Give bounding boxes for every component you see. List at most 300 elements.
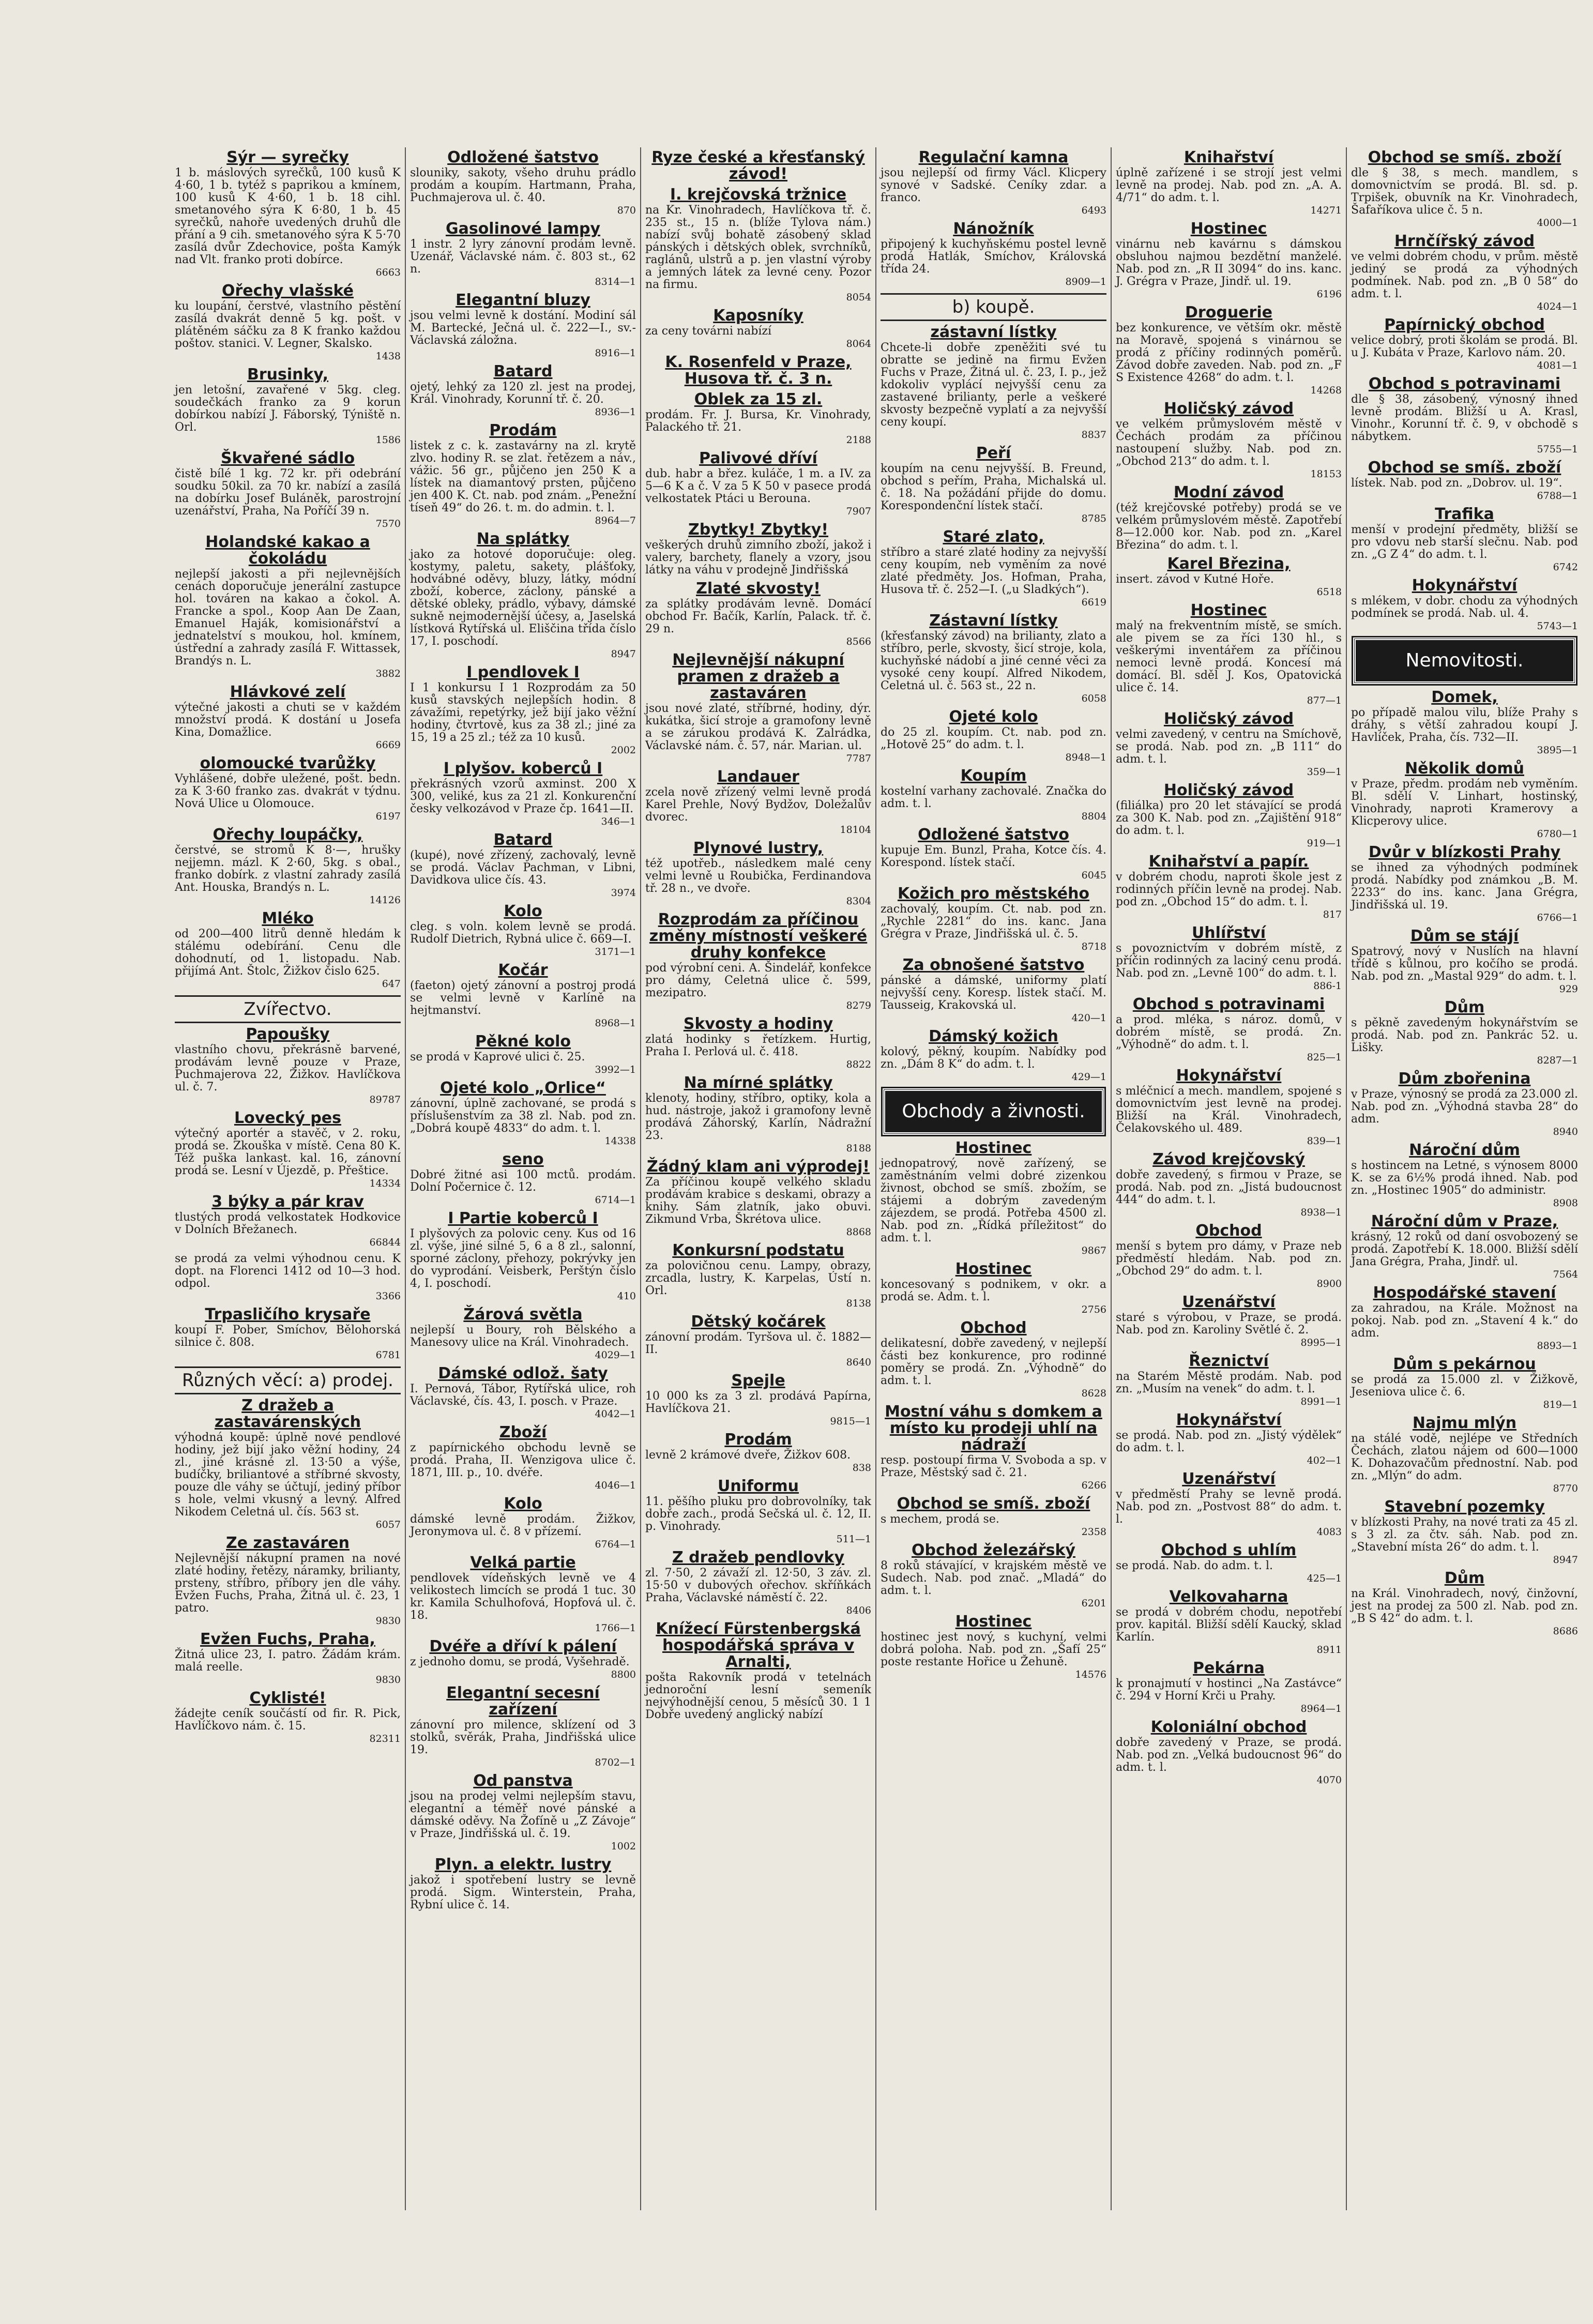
classified-ad — [410, 1151, 636, 1206]
classified-ad — [645, 1432, 871, 1474]
ad-headline: Dům s pekárnou — [1393, 1355, 1536, 1373]
ad-headline: Koupím — [960, 767, 1027, 785]
classified-ad — [410, 422, 636, 527]
ad-text: v předměstí Prahy se levně prodá. Nab. pod zn. „Postvost 88“ do adm. t. l. — [1116, 1488, 1342, 1526]
classified-columns — [171, 147, 1593, 2210]
ad-headline: Pěkné kolo — [475, 1032, 571, 1051]
ad-headline: Prodám — [724, 1431, 792, 1449]
classified-ad — [881, 957, 1106, 1024]
classified-ad — [881, 221, 1106, 288]
ad-text: nejlepší u Boury, roh Bělského a Manesovy ulice na Král. Vinohradech. — [410, 1324, 636, 1349]
ad-headline: Na splátky — [476, 530, 570, 548]
ad-text: se ihned za výhodných podmínek prodá. Nabídky pod známkou „B. M. 2233“ do ins. kanc. Jana Grégra, Jindřišská ul. 19. — [1351, 861, 1578, 912]
ad-number: 6742 — [1553, 561, 1578, 573]
classified-ad — [1351, 1415, 1578, 1495]
classified-ad — [175, 1535, 401, 1627]
ad-number: 8770 — [1553, 1483, 1578, 1494]
ad-headline: Hostinec — [1190, 601, 1267, 619]
ad-number: 8964—1 — [1300, 1703, 1342, 1714]
classified-ad — [175, 910, 401, 990]
ad-headline: Zástavní lístky — [929, 612, 1058, 630]
ad-number: 8628 — [1081, 1388, 1106, 1399]
classified-ad — [175, 149, 401, 279]
ad-headline: Karel Březina, — [1167, 555, 1291, 573]
classified-ad — [1116, 996, 1342, 1064]
ad-number: 3882 — [375, 668, 401, 679]
ad-headline: Obchod železářský — [912, 1541, 1075, 1559]
classified-ad — [1351, 1356, 1578, 1411]
ad-text: velice dobrý, proti školám se prodá. Bl. u J. Kubáta v Praze, Karlovo nám. 20. — [1351, 334, 1578, 359]
ad-text: se prodá. Nab. pod zn. „Jistý výdělek“ do adm. t. l. — [1116, 1429, 1342, 1454]
ad-headline: Dům zbořenina — [1398, 1070, 1531, 1088]
ad-number: 8908 — [1553, 1197, 1578, 1209]
ad-text: v Praze, výnosný se prodá za 23.000 zl. Nab. pod zn. „Výhodná stavba 28“ do adm. — [1351, 1088, 1578, 1126]
ad-text: prodám. Fr. J. Bursa, Kr. Vinohrady, Palackého tř. 21. — [645, 408, 871, 434]
ad-headline: Dům se stájí — [1410, 927, 1519, 945]
ad-text: dub. habr a břez. kuláče, 1 m. a IV. za 5—6 K a č. V za 5 K 50 v pasece prodá velkostatek Ptáci u Berouna. — [645, 467, 871, 505]
ad-number: 8064 — [846, 338, 871, 350]
ad-headline: Spejle — [731, 1372, 785, 1390]
ad-number: 4070 — [1316, 1774, 1342, 1786]
column-2 — [406, 147, 641, 2210]
ad-headline: Kolo — [504, 902, 542, 920]
classified-ad — [175, 1398, 401, 1531]
ad-text: pošta Rakovník prodá v tetelnách jednoroční lesní semeník nejvýhodnější cenou, 5 měsíců 30. 1 1 Dobře uvedený anglický nabízí — [645, 1671, 871, 1721]
ad-headline: Mostní váhu s domkem a místo ku prodeji uhlí na nádraží — [885, 1403, 1102, 1454]
ad-text: koupí F. Pober, Smíchov, Bělohorská silnice č. 808. — [175, 1324, 401, 1349]
classified-ad — [1116, 711, 1342, 778]
ad-text: jsou na prodej velmi nejlepším stavu, elegantní a téměř nové pánské a dámské oděvy. Na Žofíně u „Z Závoje“ v Praze, Jindřišská ul. č. 19. — [410, 1790, 636, 1840]
classified-ad — [645, 522, 871, 576]
ad-text: dle § 38, s mech. mandlem, s domovnictvím se prodá. Bl. sd. p. Trpišek, obuvník na Kr. Vinohradech, Šafaříkova ulice č. 5 n. — [1351, 166, 1578, 217]
ad-text: se prodá. Nab. do adm. t. l. — [1116, 1559, 1273, 1572]
ad-text: vlastního chovu, překrásně barvené, prodávám levně pouze v Praze, Puchmajerova 22, Žižkov. Havlíčkova ul. č. 7. — [175, 1043, 401, 1093]
ad-number: 7787 — [846, 753, 871, 764]
ad-number: 14126 — [369, 894, 401, 906]
classified-ad — [1116, 602, 1342, 707]
classified-ad — [1351, 999, 1578, 1067]
ad-text: v dobrém chodu, naproti škole jest z rodinných příčin levně na prodej. Nab. pod zn. „Obchod 15“ do adm. t. l. — [1116, 871, 1342, 908]
ad-text: dobře zavedený v Praze, se prodá. Nab. pod zn. „Velká budoucnost 96“ do adm. t. l. — [1116, 1736, 1342, 1774]
classified-ad — [881, 1614, 1106, 1681]
classified-ad — [1116, 925, 1342, 992]
ad-text: klenoty, hodiny, stříbro, optiky, kola a hud. nástroje, jakož i gramofony levně prodává Záhorský, Karlín, Nádražní 23. — [645, 1092, 871, 1142]
ad-text: žádejte ceník součástí od fir. R. Pick, Havlíčkovo nám. č. 15. — [175, 1707, 401, 1733]
ad-number: 66844 — [369, 1237, 401, 1248]
classified-ad — [410, 363, 636, 418]
ad-number: 8279 — [846, 1000, 871, 1011]
ad-headline: Regulační kamna — [918, 148, 1069, 166]
ad-number: 6196 — [1316, 288, 1342, 300]
ad-number: 8991—1 — [1300, 1396, 1342, 1407]
ad-number: 82311 — [369, 1733, 401, 1744]
ad-headline: seno — [502, 1150, 544, 1168]
ad-text: úplně zařízené i se strojí jest velmi levně na prodej. Nab. pod zn. „A. A. 4/71“ do adm. t. l. — [1116, 166, 1342, 204]
ad-text: na stálé vodě, nejlépe ve Středních Čechách, zlatou nájem od 600—1000 K. Dohazovačům přednostní. Nab. pod zn. „Mlýn“ do adm. — [1351, 1432, 1578, 1482]
section-heading: b) koupě. — [881, 293, 1106, 321]
classified-ad — [1116, 1151, 1342, 1219]
ad-number: 6764—1 — [595, 1539, 636, 1550]
ad-text: delikatesní, dobře zavedený, v nejlepší části bez konkurence, pro rodinné poměry se prodá. Zn. „Výhodně“ do adm. t. l. — [881, 1337, 1106, 1387]
ad-text: (též krejčovské potřeby) prodá se ve velkém průmyslovém městě. Zapotřebí 8—12.000 kor. Nab. pod zn. „Karel Březina“ do adm. t. l. — [1116, 502, 1342, 552]
ad-headline: Hospodářské stavení — [1373, 1284, 1556, 1302]
classified-ad — [645, 1478, 871, 1545]
ad-headline: Z dražeb pendlovky — [672, 1548, 845, 1567]
ad-headline: Obchod s potravinami — [1368, 375, 1561, 393]
ad-headline: Hokynářství — [1176, 1411, 1282, 1429]
ad-text: koupím na cenu nejvyšší. B. Freund, obchod s peřím, Praha, Michalská ul. č. 18. Na požádání přijde do domu. Korespondenční lístek stačí. — [881, 462, 1106, 512]
ad-text: jako za hotové doporučuje: oleg. kostymy, paletu, sakety, plášťoky, hodvábné oděvy, bluzy, látky, módní zboží, koberce, záclony, pánské a dětské obleky, prádlo, výbavy, dámské sukně nejmodernější účesy, a, Jaselská lístková Rytířská ul. Eliščina třída číslo 17, I. poschodí. — [410, 548, 636, 648]
ad-text: se prodá za velmi výhodnou cenu. K dopt. na Florenci 1412 od 10—3 hod. odpol. — [175, 1252, 401, 1290]
ad-headline: Holičský závod — [1163, 781, 1294, 799]
ad-number: 8785 — [1081, 513, 1106, 524]
ad-text: (křesťanský závod) na brilianty, zlato a stříbro, perle, skvosty, šicí stroje, kola, kuchyňské nádobí a jiné cenné věci za vysoké ceny koupí. Alfred Nikodem, Celetná ul. č. 563 st., 22 n. — [881, 630, 1106, 692]
ad-headline: Prodám — [489, 421, 557, 439]
ad-number: 8947 — [611, 648, 636, 660]
classified-ad — [881, 768, 1106, 823]
classified-ad — [1351, 844, 1578, 924]
classified-ad — [1351, 233, 1578, 313]
ad-number: 14338 — [604, 1135, 636, 1147]
ad-text: za splátky prodávám levně. Domácí obchod Fr. Bačík, Karlín, Palack. tř. č. 29 n. — [645, 598, 871, 635]
ad-text: veškerých druhů zimního zboží, jakož i valery, barchety, flanely a vzory, jsou látky na váhu v prodejně Jindřišská — [645, 539, 871, 576]
column-1 — [171, 147, 406, 2210]
ad-headline: Cyklisté! — [249, 1689, 326, 1707]
ad-headline: Hostinec — [955, 1260, 1032, 1278]
ad-number: 8968—1 — [595, 1017, 636, 1029]
ad-number: 929 — [1559, 983, 1578, 995]
ad-number: 870 — [617, 205, 636, 216]
classified-ad — [1116, 1294, 1342, 1349]
section-heading: Zvířectvo. — [175, 995, 401, 1023]
ad-headline: Holandské kakao a čokoládu — [205, 533, 370, 568]
ad-text: k pronajmutí v hostinci „Na Zastávce“ č. 294 v Horní Krči u Prahy. — [1116, 1677, 1342, 1703]
ad-headline: Modní závod — [1173, 483, 1284, 502]
classified-ad — [1116, 149, 1342, 217]
classified-ad — [175, 684, 401, 751]
classified-ad — [175, 1690, 401, 1745]
ad-text: krásný, 12 roků od daní osvobozený se prodá. Zapotřebí K. 18.000. Bližší sdělí Jana Grégra, Praha, Jindř. ul. — [1351, 1231, 1578, 1268]
classified-ad — [645, 450, 871, 518]
classified-ad — [1116, 556, 1342, 598]
classified-ad — [1351, 689, 1578, 756]
ad-text: pod výrobní ceni. A. Šindelář, konfekce pro dámy, Celetná ulice č. 599, mezipatro. — [645, 962, 871, 999]
ad-headline: I Partie koberců I — [448, 1209, 598, 1227]
classified-ad — [645, 149, 871, 183]
ad-number: 8868 — [846, 1226, 871, 1238]
ad-headline: Uniformu — [717, 1477, 799, 1495]
classified-ad — [175, 1110, 401, 1190]
ad-number: 7564 — [1553, 1269, 1578, 1280]
ad-text: ojetý, lehký za 120 zl. jest na prodej, Král. Vinohrady, Korunní tř. č. 20. — [410, 381, 636, 406]
ad-number: 4042—1 — [595, 1408, 636, 1420]
ad-number: 5743—1 — [1537, 620, 1578, 632]
ad-text: 10 000 ks za 3 zl. prodává Papírna, Havlíčkova 21. — [645, 1390, 871, 1415]
ad-headline: Hlávkové zelí — [230, 683, 346, 701]
ad-text: listek z c. k. zastavárny na zl. krytě zlvo. hodiny R. se zlat. řetězem a náv., vážic. 56 gr., půjčeno jen 250 K a lístek na diamantový prsten, půjčeno jen 400 K. Ct. nab. pod znám. „Penežní tíseň 49“ do 26. t. m. do admin. t. l. — [410, 439, 636, 514]
ad-headline: Kožich pro městského — [897, 885, 1090, 903]
column-4 — [876, 147, 1112, 2210]
ad-text: Nejlevnější nákupní pramen na nové zlaté hodiny, řetězy, náramky, brilianty, prsteny, stříbro, příbory jen dle váhy. Evžen Fuchs, Praha, Žitná ul. č. 23, 1 patro. — [175, 1552, 401, 1615]
classified-ad — [881, 1404, 1106, 1492]
ad-number: 825—1 — [1307, 1052, 1342, 1063]
classified-ad — [881, 1496, 1106, 1538]
ad-headline: Velkovaharna — [1169, 1588, 1288, 1606]
ad-headline: Hokynářství — [1176, 1067, 1282, 1085]
classified-ad — [1116, 1223, 1342, 1290]
ad-headline: Trpasličího krysaře — [205, 1305, 371, 1324]
ad-headline: Ojeté kolo — [949, 708, 1038, 726]
ad-headline: Koloniální obchod — [1150, 1718, 1307, 1736]
ad-number: 429—1 — [1071, 1071, 1106, 1083]
classified-ad — [1116, 221, 1342, 300]
classified-ad — [645, 1373, 871, 1427]
ad-text: jakož i spotřebení lustry se levně prodá. Sigm. Winterstein, Praha, Rybní ulice č. 14. — [410, 1874, 636, 1911]
ad-number: 2756 — [1081, 1304, 1106, 1315]
ad-text: Za příčinou koupě velkého skladu prodávám krabice s deskami, obrazy a knihy. Sám zlatník, jako obuvi. Zikmund Vrba, Škrétova ulice. — [645, 1176, 871, 1226]
classified-ad — [645, 581, 871, 648]
ad-headline: Žádný klam ani výprodej! — [646, 1158, 870, 1176]
ad-headline: 3 býky a pár krav — [211, 1193, 364, 1211]
ad-text: s hostincem na Letné, s výnosem 8000 K. se za 6½% prodá ihned. Nab. pod zn. „Hostinec 1905“ do administr. — [1351, 1159, 1578, 1197]
ad-headline: Od panstva — [473, 1772, 573, 1790]
classified-ad — [175, 827, 401, 906]
ad-number: 919—1 — [1307, 838, 1342, 849]
ad-text: zachovalý, koupím. Ct. nab. pod zn. „Rychle 2281“ do ins. kanc. Jana Grégra v Praze, Jindřišská ul. č. 5. — [881, 903, 1106, 940]
ad-number: 6197 — [375, 811, 401, 822]
classified-ad — [1116, 305, 1342, 397]
ad-number: 9815—1 — [830, 1416, 871, 1427]
ad-text: velmi zavedený, v centru na Smíchově, se prodá. Nab. pod zn. „B 111“ do adm. t. l. — [1116, 728, 1342, 766]
ad-headline: zástavní lístky — [930, 323, 1057, 341]
ad-text: za zahradou, na Krále. Možnost na pokoj. Nab. pod zn. „Stavení 4 k.“ do adm. — [1351, 1302, 1578, 1340]
ad-headline: Papoušky — [246, 1025, 330, 1043]
classified-ad — [1351, 506, 1578, 573]
classified-ad — [881, 445, 1106, 525]
classified-ad — [1116, 1719, 1342, 1786]
ad-number: 6781 — [375, 1349, 401, 1361]
ad-text: menší s bytem pro dámy, v Praze neb předměstí hledám. Nab. pod zn. „Obchod 29“ do adm. t. l. — [1116, 1240, 1342, 1278]
ad-number: 6493 — [1081, 205, 1106, 216]
classified-ad — [175, 367, 401, 446]
ad-headline: Řeznictví — [1189, 1352, 1269, 1370]
classified-ad — [1116, 1660, 1342, 1715]
ad-headline: Brusinky, — [247, 366, 329, 384]
ad-headline: Nejlevnější nákupní pramen z dražeb a zastaváren — [672, 651, 844, 702]
ad-headline: Obchod — [1195, 1222, 1262, 1240]
ad-headline: Holičský závod — [1163, 400, 1294, 418]
ad-text: jednopatrový, nově zařízený, se zaměstnáním velmi dobré zizenkou živnost, obchod se smíš. zbožím, se stájemi a dobrým zavedeným zájezdem, se prodá. Potřeba 4500 zl. Nab. pod zn. „Řídká příležitost“ do adm. t. l. — [881, 1157, 1106, 1244]
classified-ad — [645, 1621, 871, 1721]
ad-headline: Dětský kočárek — [691, 1313, 826, 1331]
ad-headline: Dámský kožich — [929, 1027, 1058, 1045]
ad-headline: Palivové dříví — [699, 449, 817, 467]
ad-headline: Uzenářství — [1182, 1293, 1276, 1311]
ad-headline: Batard — [493, 362, 553, 381]
classified-ad — [1351, 460, 1578, 502]
classified-ad — [1116, 782, 1342, 849]
ad-number: 420—1 — [1071, 1012, 1106, 1024]
ad-text: též upotřeb., následkem malé ceny velmi levně u Roubička, Ferdinandova tř. 28 n., ve dvoře. — [645, 857, 871, 895]
classified-ad — [645, 1159, 871, 1238]
classified-ad — [410, 1773, 636, 1852]
ad-headline: Zboží — [499, 1423, 547, 1441]
ad-text: po případě malou vilu, blíže Prahy s dráhy, s větší zahradou koupí J. Havlíček, Praha, čís. 732—II. — [1351, 706, 1578, 744]
classified-ad — [410, 1857, 636, 1911]
ad-number: 346—1 — [601, 816, 636, 827]
ad-headline: Obchod s uhlím — [1161, 1541, 1297, 1559]
classified-ad — [645, 912, 871, 1012]
ad-text: překrásných vzorů axminst. 200 X 300, veliké, kus za 21 zl. Konkurenční česky velkozávod v Praze čp. 1641—II. — [410, 778, 636, 815]
ad-text: slouniky, sakoty, všeho druhu prádlo prodám a koupím. Hartmann, Praha, Puchmajerova ul. č. 40. — [410, 166, 636, 204]
ad-text: (filiálka) pro 20 let stávající se prodá za 300 K. Nab. pod zn. „Zajištění 918“ do adm. t. l. — [1116, 799, 1342, 837]
ad-text: vinárnu neb kavárnu s dámskou obsluhou najmou bezdětní manželé. Nab. pod zn. „R II 3094“ do ins. kanc. J. Grégra v Praze, Jindř. ul. 19. — [1116, 238, 1342, 288]
classified-ad — [410, 292, 636, 359]
ad-number: 8287—1 — [1537, 1055, 1578, 1066]
ad-headline: Škvařené sádlo — [220, 449, 355, 467]
ad-number: 14576 — [1075, 1669, 1106, 1680]
ad-text: se prodá za 15.000 zl. v Žižkově, Jeseniova ulice č. 6. — [1351, 1373, 1578, 1399]
ad-headline: Droguerie — [1185, 303, 1272, 322]
ad-number: 511—1 — [836, 1533, 871, 1545]
ad-text: od 200—400 litrů denně hledám k stálému odebírání. Cenu dle dohodnutí, od 1. listopadu. Nab. přijímá Ant. Štolc, Žižkov čislo 625. — [175, 928, 401, 978]
ad-headline: Zbytky! Zbytky! — [688, 521, 829, 539]
ad-text: insert. závod v Kutné Hoře. — [1116, 573, 1274, 586]
ad-text: (faeton) ojetý zánovní a postroj prodá se velmi levně v Karlíně na hejtmanství. — [410, 979, 636, 1017]
ad-text: zlatá hodinky s řetízkem. Hurtig, Praha I. Perlová ul. č. 418. — [645, 1033, 871, 1058]
ad-headline: Sýr — syrečky — [226, 148, 349, 166]
ad-number: 6058 — [1081, 693, 1106, 704]
ad-number: 1586 — [375, 434, 401, 446]
ad-headline: Odložené šatstvo — [918, 826, 1069, 844]
classified-ad — [175, 283, 401, 362]
ad-number: 6518 — [1316, 586, 1342, 598]
ad-text: tlustých prodá velkostatek Hodkovice v Dolních Břežanech. — [175, 1211, 401, 1236]
ad-number: 8947 — [1553, 1554, 1578, 1566]
ad-text: výhodná koupě: úplně nové pendlové hodiny, jež bijí jako věžní hodiny, 24 zl., jiné krásné zl. 13·50 a výše, budíčky, briliantové a stříbrné skvosty, pouze dle váhy se účtují, jediný příbor s hole, velmi vkusný a levný. Alfred Nikodem Celetná ul. čís. 563 st. — [175, 1431, 401, 1518]
classified-ad — [1351, 317, 1578, 372]
classified-ad — [1116, 1068, 1342, 1147]
ad-number: 6669 — [375, 739, 401, 751]
classified-ad — [1351, 376, 1578, 455]
ad-headline: Hostinec — [955, 1139, 1032, 1157]
classified-ad — [410, 531, 636, 660]
section-banner: Obchody a živnosti. — [883, 1088, 1104, 1135]
ad-number: 8054 — [846, 292, 871, 303]
classified-ad — [410, 761, 636, 828]
ad-text: za polovičnou cenu. Lampy, obrazy, zrcadla, lustry, K. Karpelas, Ústí n. Orl. — [645, 1259, 871, 1297]
classified-ad — [1116, 1542, 1342, 1585]
ad-headline: Knížecí Fürstenbergská hospodářská správa v Arnalti, — [656, 1620, 861, 1671]
classified-ad — [175, 1307, 401, 1361]
ad-text: zánovní prodám. Tyršova ul. č. 1882—II. — [645, 1331, 871, 1356]
classified-ad — [881, 324, 1106, 441]
ad-number: 1766—1 — [595, 1622, 636, 1634]
ad-headline: Ořechy vlašské — [221, 282, 354, 300]
ad-headline: Hostinec — [955, 1613, 1032, 1631]
ad-text: levně 2 krámové dveře, Žižkov 608. — [645, 1449, 851, 1462]
ad-headline: Knihařství — [1184, 148, 1274, 166]
ad-headline: Ojeté kolo „Orlice“ — [440, 1079, 606, 1097]
ad-headline: Nánožník — [953, 220, 1034, 238]
ad-headline: Batard — [493, 831, 553, 849]
ad-number: 8640 — [846, 1357, 871, 1368]
ad-headline: Obchod se smíš. zboží — [1368, 459, 1561, 477]
ad-number: 14271 — [1310, 205, 1342, 216]
ad-headline: Nároční dům v Praze, — [1371, 1212, 1558, 1231]
ad-text: do 25 zl. koupím. Ct. nab. pod zn. „Hotově 25“ do adm. t. l. — [881, 726, 1106, 751]
ad-number: 4046—1 — [595, 1480, 636, 1491]
ad-headline: Plyn. a elektr. lustry — [434, 1856, 612, 1874]
ad-number: 4083 — [1316, 1526, 1342, 1538]
ad-text: jen letošní, zavařené v 5kg. cleg. soudečkách franko za 9 korun dobírkou nabízí J. Fáborský, Týniště n. Orl. — [175, 384, 401, 434]
ad-text: malý na frekventním místě, se smích. ale pivem se za říci 130 hl., s veškerými inventářem za příčinou nemoci levně prodá. Koncesí má domácí. Bl. sděl J. Kos, Opatovická ulice č. 14. — [1116, 619, 1342, 694]
ad-headline: Elegantní secesní zařízení — [446, 1684, 600, 1719]
ad-text: lístek. Nab. pod zn. „Dobrov. ul. 19“. — [1351, 477, 1562, 490]
ad-number: 6766—1 — [1537, 912, 1578, 923]
ad-headline: Několik domů — [1405, 760, 1524, 778]
ad-text: výtečný aportér a stavěč, v 2. roku, prodá se. Zkouška v místě. Cena 80 K. Též puška lankast. kal. 16, zánovní prodá se. Lesní v Újezdě, p. Přeštice. — [175, 1127, 401, 1177]
ad-headline: Ryze české a křesťanský závod! — [651, 148, 865, 183]
ad-headline: Nároční dům — [1409, 1141, 1520, 1159]
ad-text: zcela nově zřízený velmi levně prodá Karel Prehle, Nový Bydžov, Doležalův dvorec. — [645, 786, 871, 824]
classified-ad — [645, 1075, 871, 1155]
ad-number: 3171—1 — [595, 946, 636, 958]
classified-ad — [410, 1307, 636, 1361]
ad-text: hostinec jest nový, s kuchyní, velmi dobrá poloha. Nab. pod zn. „Šafí 25“ poste restante Hořice u Žehuně. — [881, 1631, 1106, 1668]
ad-text: Žitná ulice 23, I. patro. Žádám krám. malá reelle. — [175, 1648, 401, 1674]
ad-number: 2002 — [611, 745, 636, 756]
ad-text: na Kr. Vinohradech, Havlíčkova tř. č. 235 st., 15 n. (blíže Tylova nám.) nabízí svůj bohatě zásobený sklad pánských i dětských oblek, svrchníků, raglánů, ulstrů a p. jen vlastní výroby a jemných látek za levné ceny. Pozor na firmu. — [645, 204, 871, 291]
ad-headline: Obchod se smíš. zboží — [1368, 148, 1561, 166]
ad-text: Vyhlášené, dobře uležené, pošt. bedn. za K 3·60 franko zas. dvakrát v týdnu. Nová Ulice u Olomouce. — [175, 772, 401, 810]
ad-text: čerstvé, se stromů K 8·—, hrušky nejjemn. mázl. K 2·60, 5kg. s obal., franko dobírk. z vlastní zahrady zasílá Ant. Houska, Brandýs n. L. — [175, 844, 401, 894]
ad-text: Chcete-li dobře zpeněžiti své tu obratte se jedině na firmu Evžen Fuchs v Praze, Žitná ul. č. 23, I. p., jež kdokoliv vyplácí nejvyšší cenu za zastavené brilianty, perle a veškeré skvosty bezpečně vyplatí a za nejvyšší ceny koupí. — [881, 341, 1106, 429]
ad-number: 886-1 — [1313, 980, 1342, 992]
ad-number: 6788—1 — [1537, 490, 1578, 502]
classified-ad — [410, 1034, 636, 1076]
classified-ad — [410, 832, 636, 899]
ad-headline: Obchod s potravinami — [1132, 995, 1325, 1013]
classified-ad — [881, 1028, 1106, 1083]
classified-ad — [1351, 1499, 1578, 1566]
ad-headline: Hrnčířský závod — [1394, 232, 1535, 250]
ad-number: 8940 — [1553, 1126, 1578, 1137]
ad-text: s pěkně zavedeným hokynářstvím se prodá. Nab. pod zn. Pankrác 52. u. Lišky. — [1351, 1016, 1578, 1054]
ad-text: dle § 38, zásobený, výnosný ihned levně prodám. Bližší u A. Krasl, Vinohr., Korunní tř. č. 9, v obchodě s nábytkem. — [1351, 393, 1578, 443]
ad-headline: Odložené šatstvo — [447, 148, 599, 166]
classified-ad — [1116, 484, 1342, 552]
ad-number: 3974 — [611, 887, 636, 899]
ad-text: s povoznictvím v dobrém místě, z příčin rodinných za laciný cenu prodá. Nab. pod zn. „Levně 100“ do adm. t. l. — [1116, 942, 1342, 980]
ad-headline: Rozprodám za příčinou změny místností veškeré druhy konfekce — [649, 910, 868, 962]
classified-ad — [1351, 928, 1578, 995]
ad-number: 4081—1 — [1537, 360, 1578, 371]
ad-text: 1 b. máslových syrečků, 100 kusů K 4·60, 1 b. tytéž s paprikou a kmínem, 100 kusů K 4·60, 1 b. 18 cihl. smetanového sýra K 6·80, 1 b. 45 syrečků, nahoře uvedených druhů dle přání a 9 cih. smetanového sýra K 5·70 zasílá dvůr Zdechovice, pošta Kamýk nad Vlt. franko proti dobírce. — [175, 166, 401, 266]
column-5 — [1112, 147, 1347, 2210]
ad-headline: Dvéře a dříví k pálení — [429, 1637, 617, 1655]
ad-number: 838 — [852, 1462, 871, 1474]
ad-number: 7907 — [846, 506, 871, 517]
ad-text: resp. postoupí firma V. Svoboda a sp. v Praze, Městský sad č. 21. — [881, 1454, 1106, 1479]
ad-text: staré s výrobou, v Praze, se prodá. Nab. pod zn. Karoliny Světlé č. 2. — [1116, 1311, 1342, 1336]
ad-headline: Závod krejčovský — [1152, 1150, 1305, 1168]
ad-number: 18104 — [840, 824, 871, 836]
ad-number: 817 — [1323, 909, 1342, 920]
classified-ad — [881, 149, 1106, 217]
ad-number: 8822 — [846, 1059, 871, 1070]
ad-text: (kupé), nové zřízený, zachovalý, levně se prodá. Václav Pachman, v Libni, Davidkova ulice čís. 43. — [410, 849, 636, 887]
